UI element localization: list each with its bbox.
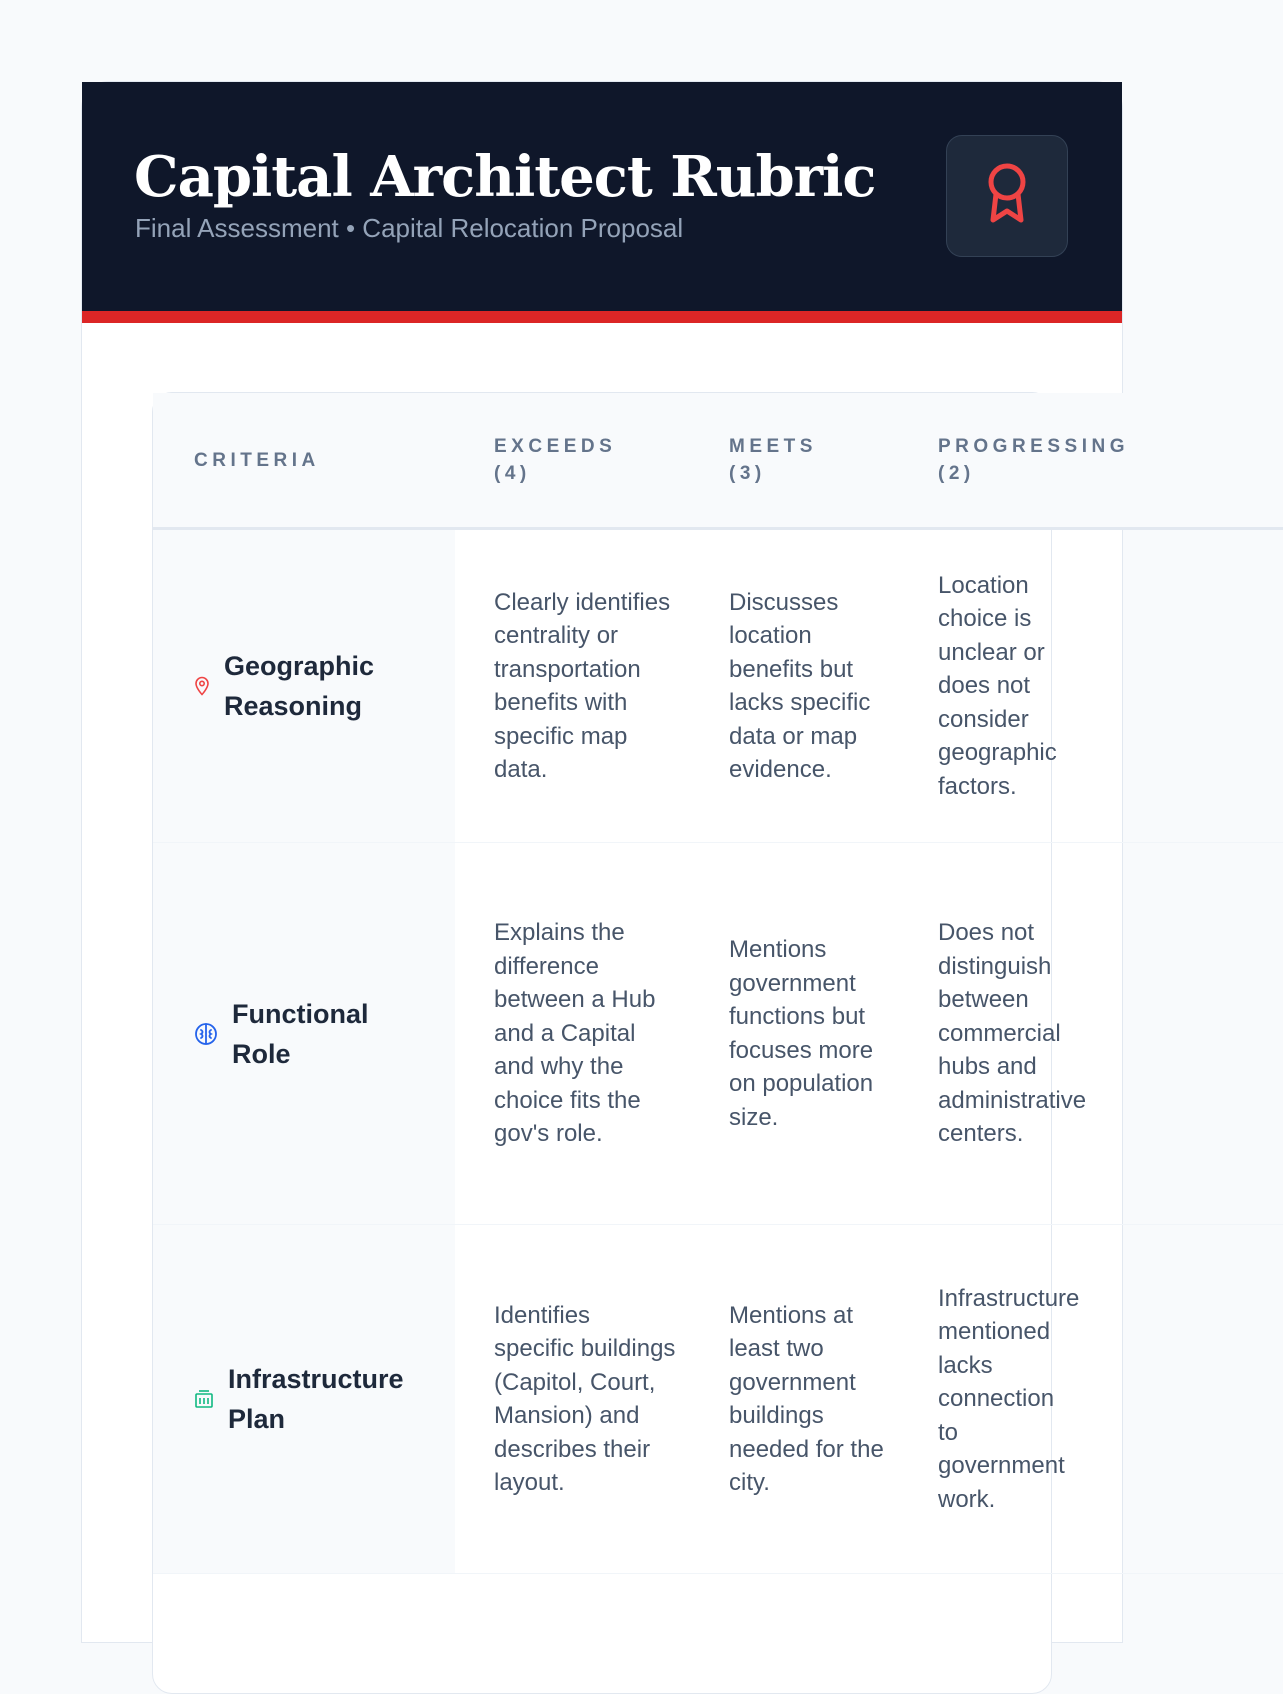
exceeds-description: Explains the difference between a Hub and a Capital and why the choice fits the gov's role. [455,843,690,1225]
progressing-description: Does not distinguish between commercial hubs and administrative centers. [902,843,1283,1225]
brain-icon [194,1022,218,1046]
progressing-description: Infrastructure mentioned lacks connection to government work. [902,1225,1283,1574]
table-header-row [153,393,1283,529]
criterion-label: Infrastructure Plan [228,1364,404,1434]
meets-description: Discusses location benefits but lacks specific data or map evidence. [690,529,902,843]
criterion-label: Geographic Reasoning [224,651,375,721]
award-ribbon-icon [983,162,1031,231]
rubric-card [81,81,1129,1643]
meets-description: Mentions at least two government buildings needed for the city. [690,1225,902,1574]
exceeds-description: Clearly identifies centrality or transportation benefits with specific map data. [455,529,690,843]
rubric-table [153,393,1283,1574]
table-row [153,529,1283,843]
exceeds-column-header: EXCEEDS (4) [455,393,690,529]
header-accent-bar [82,311,1122,323]
meets-description: Mentions government functions but focuses more on population size. [690,843,902,1225]
table-row [153,843,1283,1225]
exceeds-description: Identifies specific buildings (Capitol, Court, Mansion) and describes their layout. [455,1225,690,1574]
building-icon [194,1390,214,1408]
rubric-table-container[interactable] [152,392,1129,1694]
page-subtitle: Final Assessment • Capital Relocation Proposal [135,213,684,243]
criterion-cell [153,529,455,843]
page-title: Capital Architect Rubric [134,144,876,210]
criterion-cell [153,843,455,1225]
rubric-header [82,82,1122,311]
progressing-description: Location choice is unclear or does not consider geographic factors. [902,529,1283,843]
criterion-label: Functional Role [232,998,369,1069]
criterion-cell [153,1225,455,1574]
map-pin-icon [194,676,210,696]
progressing-column-header: PROGRESSING (2) [902,393,1283,529]
table-row [153,1225,1283,1574]
award-badge [946,135,1068,257]
meets-column-header: MEETS (3) [690,393,902,529]
criteria-column-header: CRITERIA [153,393,455,529]
